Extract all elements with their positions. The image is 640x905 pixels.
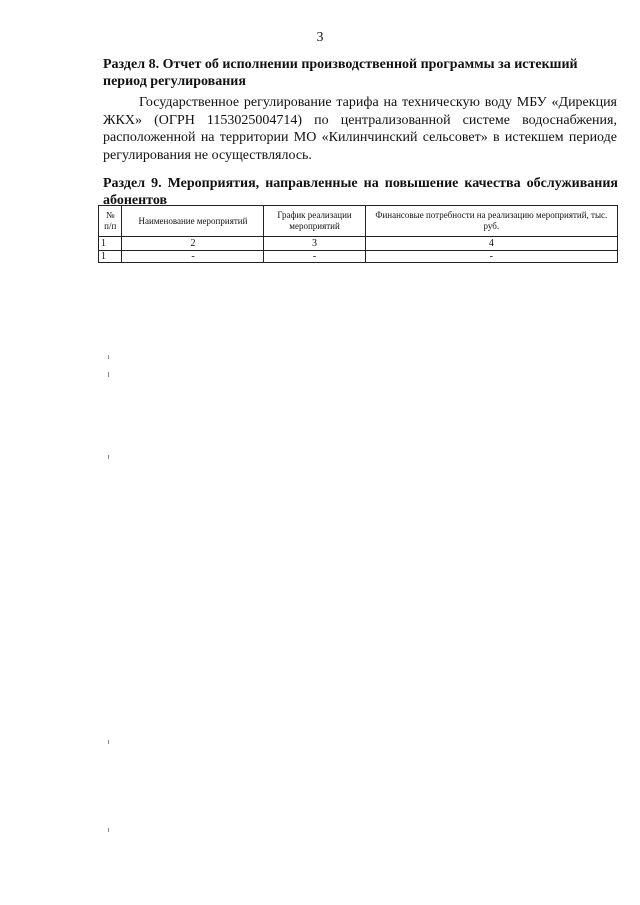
column-number: 4 — [365, 237, 617, 251]
table-column-number-row — [99, 237, 618, 251]
header-financial-needs: Финансовые потребности на реализацию мероприятий, тыс. руб. — [365, 206, 617, 237]
header-schedule: График реализации мероприятий — [264, 206, 365, 237]
scan-speck — [108, 828, 109, 832]
scan-speck — [108, 372, 109, 377]
table-cell: - — [122, 251, 264, 263]
scan-speck — [108, 355, 109, 359]
table-cell: 1 — [99, 251, 122, 263]
measures-table — [98, 205, 618, 263]
column-number: 2 — [122, 237, 264, 251]
section-8-paragraph: Государственное регулирование тарифа на техническую воду МБУ «Дирекция ЖКХ» (ОГРН 1153025004714) по централизованной системе водоснабжения, расположенной на территории МО «Килинчинский сельсовет» в истекшем периоде регулирования не осуществлялось. — [103, 95, 617, 163]
table-cell: - — [264, 251, 365, 263]
table-header-row — [99, 206, 618, 237]
table-cell: - — [365, 251, 617, 263]
page-number: 3 — [316, 30, 324, 45]
header-number: № п/п — [99, 206, 122, 237]
column-number: 1 — [99, 237, 122, 251]
header-measure-name: Наименование мероприятий — [122, 206, 264, 237]
scan-speck — [108, 740, 109, 744]
table-row — [99, 251, 618, 263]
section-9-heading: Раздел 9. Мероприятия, направленные на повышение качества обслуживания абонентов — [103, 176, 618, 208]
column-number: 3 — [264, 237, 365, 251]
section-8-heading: Раздел 8. Отчет об исполнении производственной программы за истекший период регулирования — [103, 57, 578, 89]
scan-speck — [108, 455, 109, 459]
